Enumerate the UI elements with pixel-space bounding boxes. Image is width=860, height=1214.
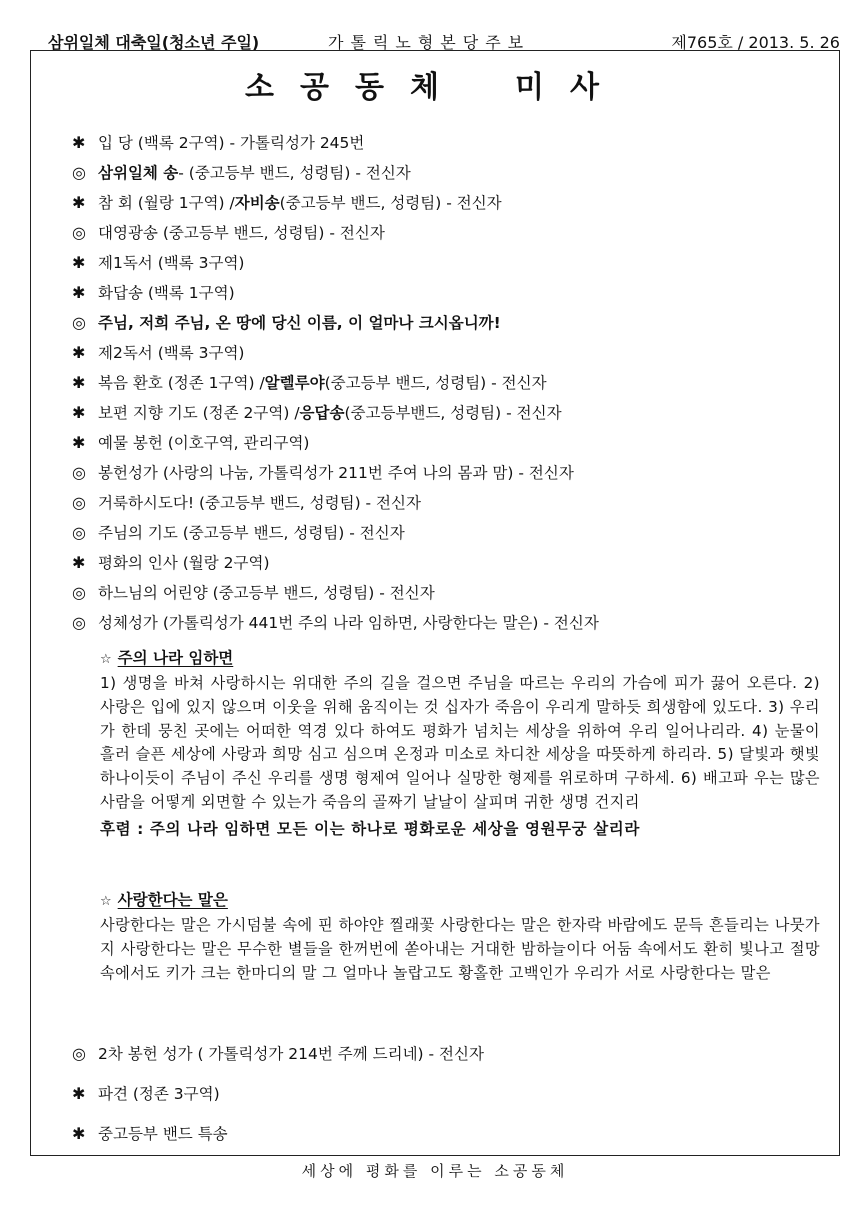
hymn-title: ☆ 주의 나라 임하면: [100, 649, 234, 667]
footer-slogan: 세상에 평화를 이루는 소공동체: [301, 1162, 569, 1180]
list-item: ✱ 평화의 인사 (월랑 2구역): [72, 548, 812, 578]
asterisk-icon: ✱: [72, 403, 86, 422]
list-item: ◎ 봉헌성가 (사랑의 나눔, 가톨릭성가 211번 주여 나의 몸과 맘) - 전신자: [72, 458, 812, 488]
page-title: [30, 62, 840, 106]
list-item: ◎ 하느님의 어린양 (중고등부 밴드, 성령팀) - 전신자: [72, 578, 812, 608]
hymn-lyrics: 사랑한다는 말은 가시덤불 속에 핀 하야얀 찔래꽃 사랑한다는 말은 한자락 바람에도 문득 흔들리는 나뭇가지 사랑한다는 말은 무수한 별들을 한꺼번에 쏟아내는 거대한 밤하늘이다 어둠 속에서도 환히 빛나고 절망 속에서도 키가 크는 한마디의 말 그 얼마나 놀랍고도 황홀한 고백인가 우리가 서로 사랑한다는 말은: [100, 916, 820, 982]
hymn-refrain: 후렴 : 주의 나라 임하면 모든 이는 하나로 평화로운 세상을 영원무궁 살리라: [100, 819, 640, 838]
title-part-1: 소공동체: [245, 70, 465, 105]
list-item: ◎ 성체성가 (가톨릭성가 441번 주의 나라 임하면, 사랑한다는 말은) - 전신자: [72, 608, 812, 638]
asterisk-icon: ✱: [72, 433, 86, 452]
hymn-block-2: [100, 888, 820, 985]
asterisk-icon: ✱: [72, 343, 86, 362]
asterisk-icon: ✱: [72, 283, 86, 302]
hymn-block-1: [100, 646, 820, 839]
double-circle-icon: ◎: [72, 583, 86, 602]
double-circle-icon: ◎: [72, 313, 86, 332]
list-item: ✱ 제1독서 (백록 3구역): [72, 248, 812, 278]
mass-order-list: [72, 128, 812, 638]
hymn-title: ☆ 사랑한다는 말은: [100, 891, 228, 909]
double-circle-icon: ◎: [72, 1044, 86, 1063]
list-item: ✱ 예물 봉헌 (이호구역, 관리구역): [72, 428, 812, 458]
double-circle-icon: ◎: [72, 523, 86, 542]
list-item: ✱ 중고등부 밴드 특송: [72, 1114, 812, 1154]
list-item: ✱ 입 당 (백록 2구역) - 가톨릭성가 245번: [72, 128, 812, 158]
list-item: ◎ 대영광송 (중고등부 밴드, 성령팀) - 전신자: [72, 218, 812, 248]
list-item: ✱ 파견 (정존 3구역): [72, 1074, 812, 1114]
double-circle-icon: ◎: [72, 463, 86, 482]
bulletin-header: [30, 20, 842, 52]
issue-number-date: 제765호 / 2013. 5. 26: [671, 33, 840, 52]
list-item: ◎ 2차 봉헌 성가 ( 가톨릭성가 214번 주께 드리네) - 전신자: [72, 1034, 812, 1074]
asterisk-icon: ✱: [72, 133, 86, 152]
list-item: ✱ 참 회 (월랑 1구역) / 자비송 (중고등부 밴드, 성령팀) - 전신자: [72, 188, 812, 218]
list-item: ◎ 주님의 기도 (중고등부 밴드, 성령팀) - 전신자: [72, 518, 812, 548]
title-part-2: 미사: [514, 70, 625, 105]
star-icon: ☆: [100, 894, 112, 909]
list-item: ◎ 삼위일체 송 - (중고등부 밴드, 성령팀) - 전신자: [72, 158, 812, 188]
double-circle-icon: ◎: [72, 493, 86, 512]
asterisk-icon: ✱: [72, 553, 86, 572]
feast-name: 삼위일체 대축일(청소년 주일): [48, 33, 260, 52]
list-item: ✱ 제2독서 (백록 3구역): [72, 338, 812, 368]
double-circle-icon: ◎: [72, 613, 86, 632]
double-circle-icon: ◎: [72, 223, 86, 242]
asterisk-icon: ✱: [72, 253, 86, 272]
hymn-lyrics: 1) 생명을 바쳐 사랑하시는 위대한 주의 길을 걸으면 주님을 따르는 우리의 가슴에 피가 끓어 오른다. 2) 사랑은 입에 있지 않으며 이웃을 위해 움직이는 것 십자가 죽음이 우리게 말하듯 희생함에 있도다. 3) 우리가 한데 뭉친 곳에는 어떠한 역경 있다 하여도 평화가 넘치는 세상을 위하여 우리 일어나리라. 4) 눈물이 흘러 슬픈 세상에 사랑과 희망 심고 심으며 온정과 미소로 차디찬 세상을 따뜻하게 하리라. 5) 달빛과 햇빛 하나이듯이 주님이 주신 우리를 생명 형제여 일어나 실망한 형제를 위로하며 구하세. 6) 배고파 우는 많은 사람을 어떻게 외면할 수 있는가 죽음의 골짜기 날날이 살피며 귀한 생명 건지리: [100, 674, 820, 811]
parish-bulletin-name: 가톨릭노형본당주보: [328, 33, 531, 52]
list-item: ◎ 거룩하시도다! (중고등부 밴드, 성령팀) - 전신자: [72, 488, 812, 518]
asterisk-icon: ✱: [72, 193, 86, 212]
list-item: ◎ 주님, 저희 주님, 온 땅에 당신 이름, 이 얼마나 크시옵니까!: [72, 308, 812, 338]
star-icon: ☆: [100, 652, 112, 667]
list-item: ✱ 화답송 (백록 1구역): [72, 278, 812, 308]
closing-list: [72, 1034, 812, 1154]
list-item: ✱ 복음 환호 (정존 1구역) / 알렐루야 (중고등부 밴드, 성령팀) - 전신자: [72, 368, 812, 398]
asterisk-icon: ✱: [72, 1124, 86, 1143]
asterisk-icon: ✱: [72, 1084, 86, 1103]
double-circle-icon: ◎: [72, 163, 86, 182]
list-item: ✱ 보편 지향 기도 (정존 2구역) / 응답송 (중고등부밴드, 성령팀) - 전신자: [72, 398, 812, 428]
asterisk-icon: ✱: [72, 373, 86, 392]
